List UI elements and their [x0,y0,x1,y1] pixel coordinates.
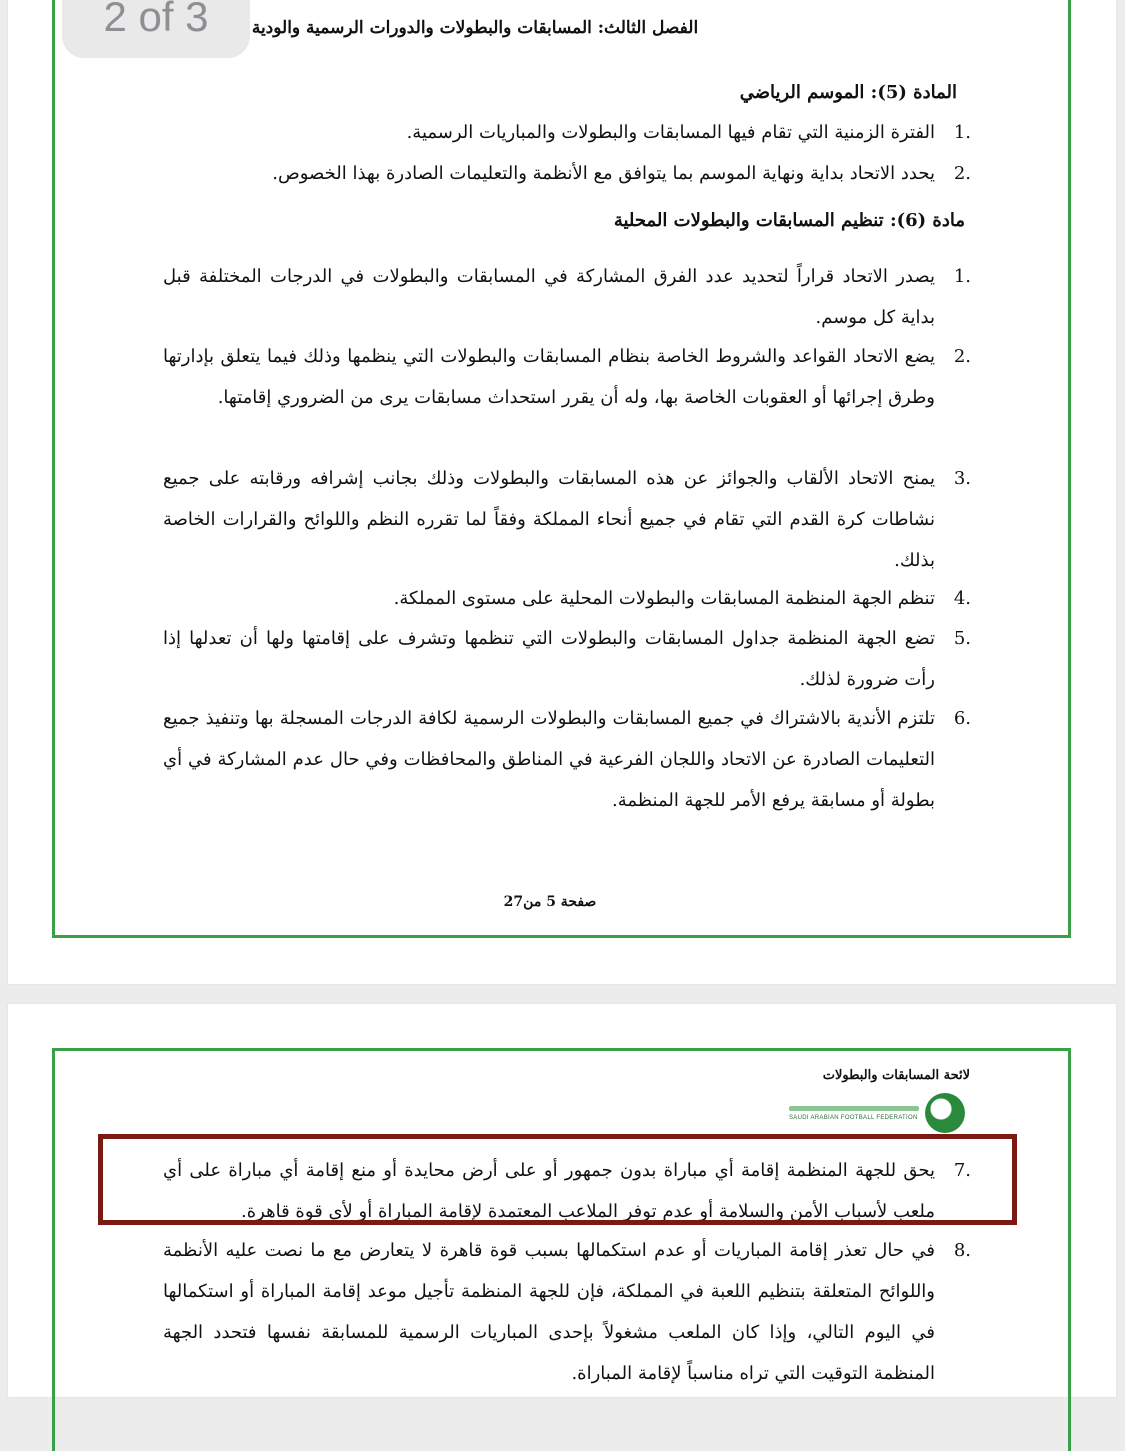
federation-emblem-icon [925,1093,965,1133]
logo-caption: SAUDI ARABIAN FOOTBALL FEDERATION [789,1114,918,1121]
item-number: 6. [953,708,971,729]
item-number: 8. [953,1240,971,1261]
article-6-item-5 [163,618,971,700]
article-6-item-8 [163,1230,971,1394]
item-text: يصدر الاتحاد قراراً لتحديد عدد الفرق المشاركة في المسابقات والبطولات في الدرجات المختلفة قبل بداية كل موسم. [163,266,935,328]
page-indicator-label: 2 of 3 [103,0,209,40]
document-header-title: لائحة المسابقات والبطولات [822,1068,970,1083]
article-5-item-2 [163,153,971,194]
article-6-item-2 [163,336,971,418]
article-5-title: المادة (5): الموسم الرياضي [739,82,957,103]
item-text: في حال تعذر إقامة المباريات أو عدم استكمالها بسبب قوة قاهرة لا يتعارض مع ما نصت عليه الأنظمة واللوائح المتعلقة بتنظيم اللعبة في المملكة، فإن للجهة المنظمة تأجيل موعد إقامة المباراة أو استكمالها في اليوم التالي، وإذا كان الملعب مشغولاً بإحدى المباريات الرسمية للمسابقة نفسها فتحدد الجهة المنظمة التوقيت التي تراه مناسباً لإقامة المباراة. [163,1240,935,1384]
article-6-item-1 [163,256,971,338]
article-6-title: مادة (6): تنظيم المسابقات والبطولات المحلية [613,210,965,231]
chapter-title: الفصل الثالث: المسابقات والبطولات والدورات الرسمية والودية [251,18,699,38]
item-text: تضع الجهة المنظمة جداول المسابقات والبطولات التي تنظمها وتشرف على إقامتها ولها أن تعدلها إذا رأت ضرورة لذلك. [163,628,935,690]
federation-logo [785,1094,965,1132]
item-text: تنظم الجهة المنظمة المسابقات والبطولات المحلية على مستوى المملكة. [393,588,935,609]
item-number: 1. [953,122,971,143]
item-number: 4. [953,588,971,609]
item-text: يضع الاتحاد القواعد والشروط الخاصة بنظام المسابقات والبطولات التي ينظمها وذلك فيما يتعلق بإدارتها وطرق إجرائها أو العقوبات الخاصة بها، وله أن يقرر استحداث مسابقات يرى من الضروري إقامتها. [163,346,935,408]
item-text: يمنح الاتحاد الألقاب والجوائز عن هذه المسابقات والبطولات وذلك بجانب إشرافه ورقابته على جميع نشاطات كرة القدم التي تقام في جميع أنحاء المملكة وفقاً لما تقرره النظم واللوائح والقرارات الخاصة بذلك. [163,468,935,571]
item-text: يحق للجهة المنظمة إقامة أي مباراة بدون جمهور أو على أرض محايدة أو منع إقامة أي مباراة على أي ملعب لأسباب الأمن والسلامة أو عدم توفر الملاعب المعتمدة لإقامة المباراة أو لأي قوة قاهرة. [163,1160,936,1222]
item-number: 2. [953,346,971,367]
item-text: الفترة الزمنية التي تقام فيها المسابقات والبطولات والمباريات الرسمية. [406,122,935,143]
article-5-item-1 [163,112,971,153]
item-text: تلتزم الأندية بالاشتراك في جميع المسابقات والبطولات الرسمية لكافة الدرجات المسجلة بها وتنفيذ جميع التعليمات الصادرة عن الاتحاد واللجان الفرعية في المناطق والمحافظات وفي حال عدم المشاركة في أي بطولة أو مسابقة يرفع الأمر للجهة المنظمة. [163,708,935,811]
item-number: 1. [953,266,971,287]
article-6-item-3 [163,458,971,581]
item-number: 3. [953,468,971,489]
item-number: 5. [953,628,971,649]
item-number: 2. [953,163,971,184]
item-text: يحدد الاتحاد بداية ونهاية الموسم بما يتوافق مع الأنظمة والتعليمات الصادرة بهذا الخصوص. [272,163,935,184]
page-footer: صفحة 5 من27 [503,894,597,910]
page-indicator [62,0,250,58]
highlight-annotation-box [98,1134,1017,1225]
article-6-item-6 [163,698,971,821]
item-number: 7. [953,1160,971,1181]
article-6-item-4 [163,578,971,619]
